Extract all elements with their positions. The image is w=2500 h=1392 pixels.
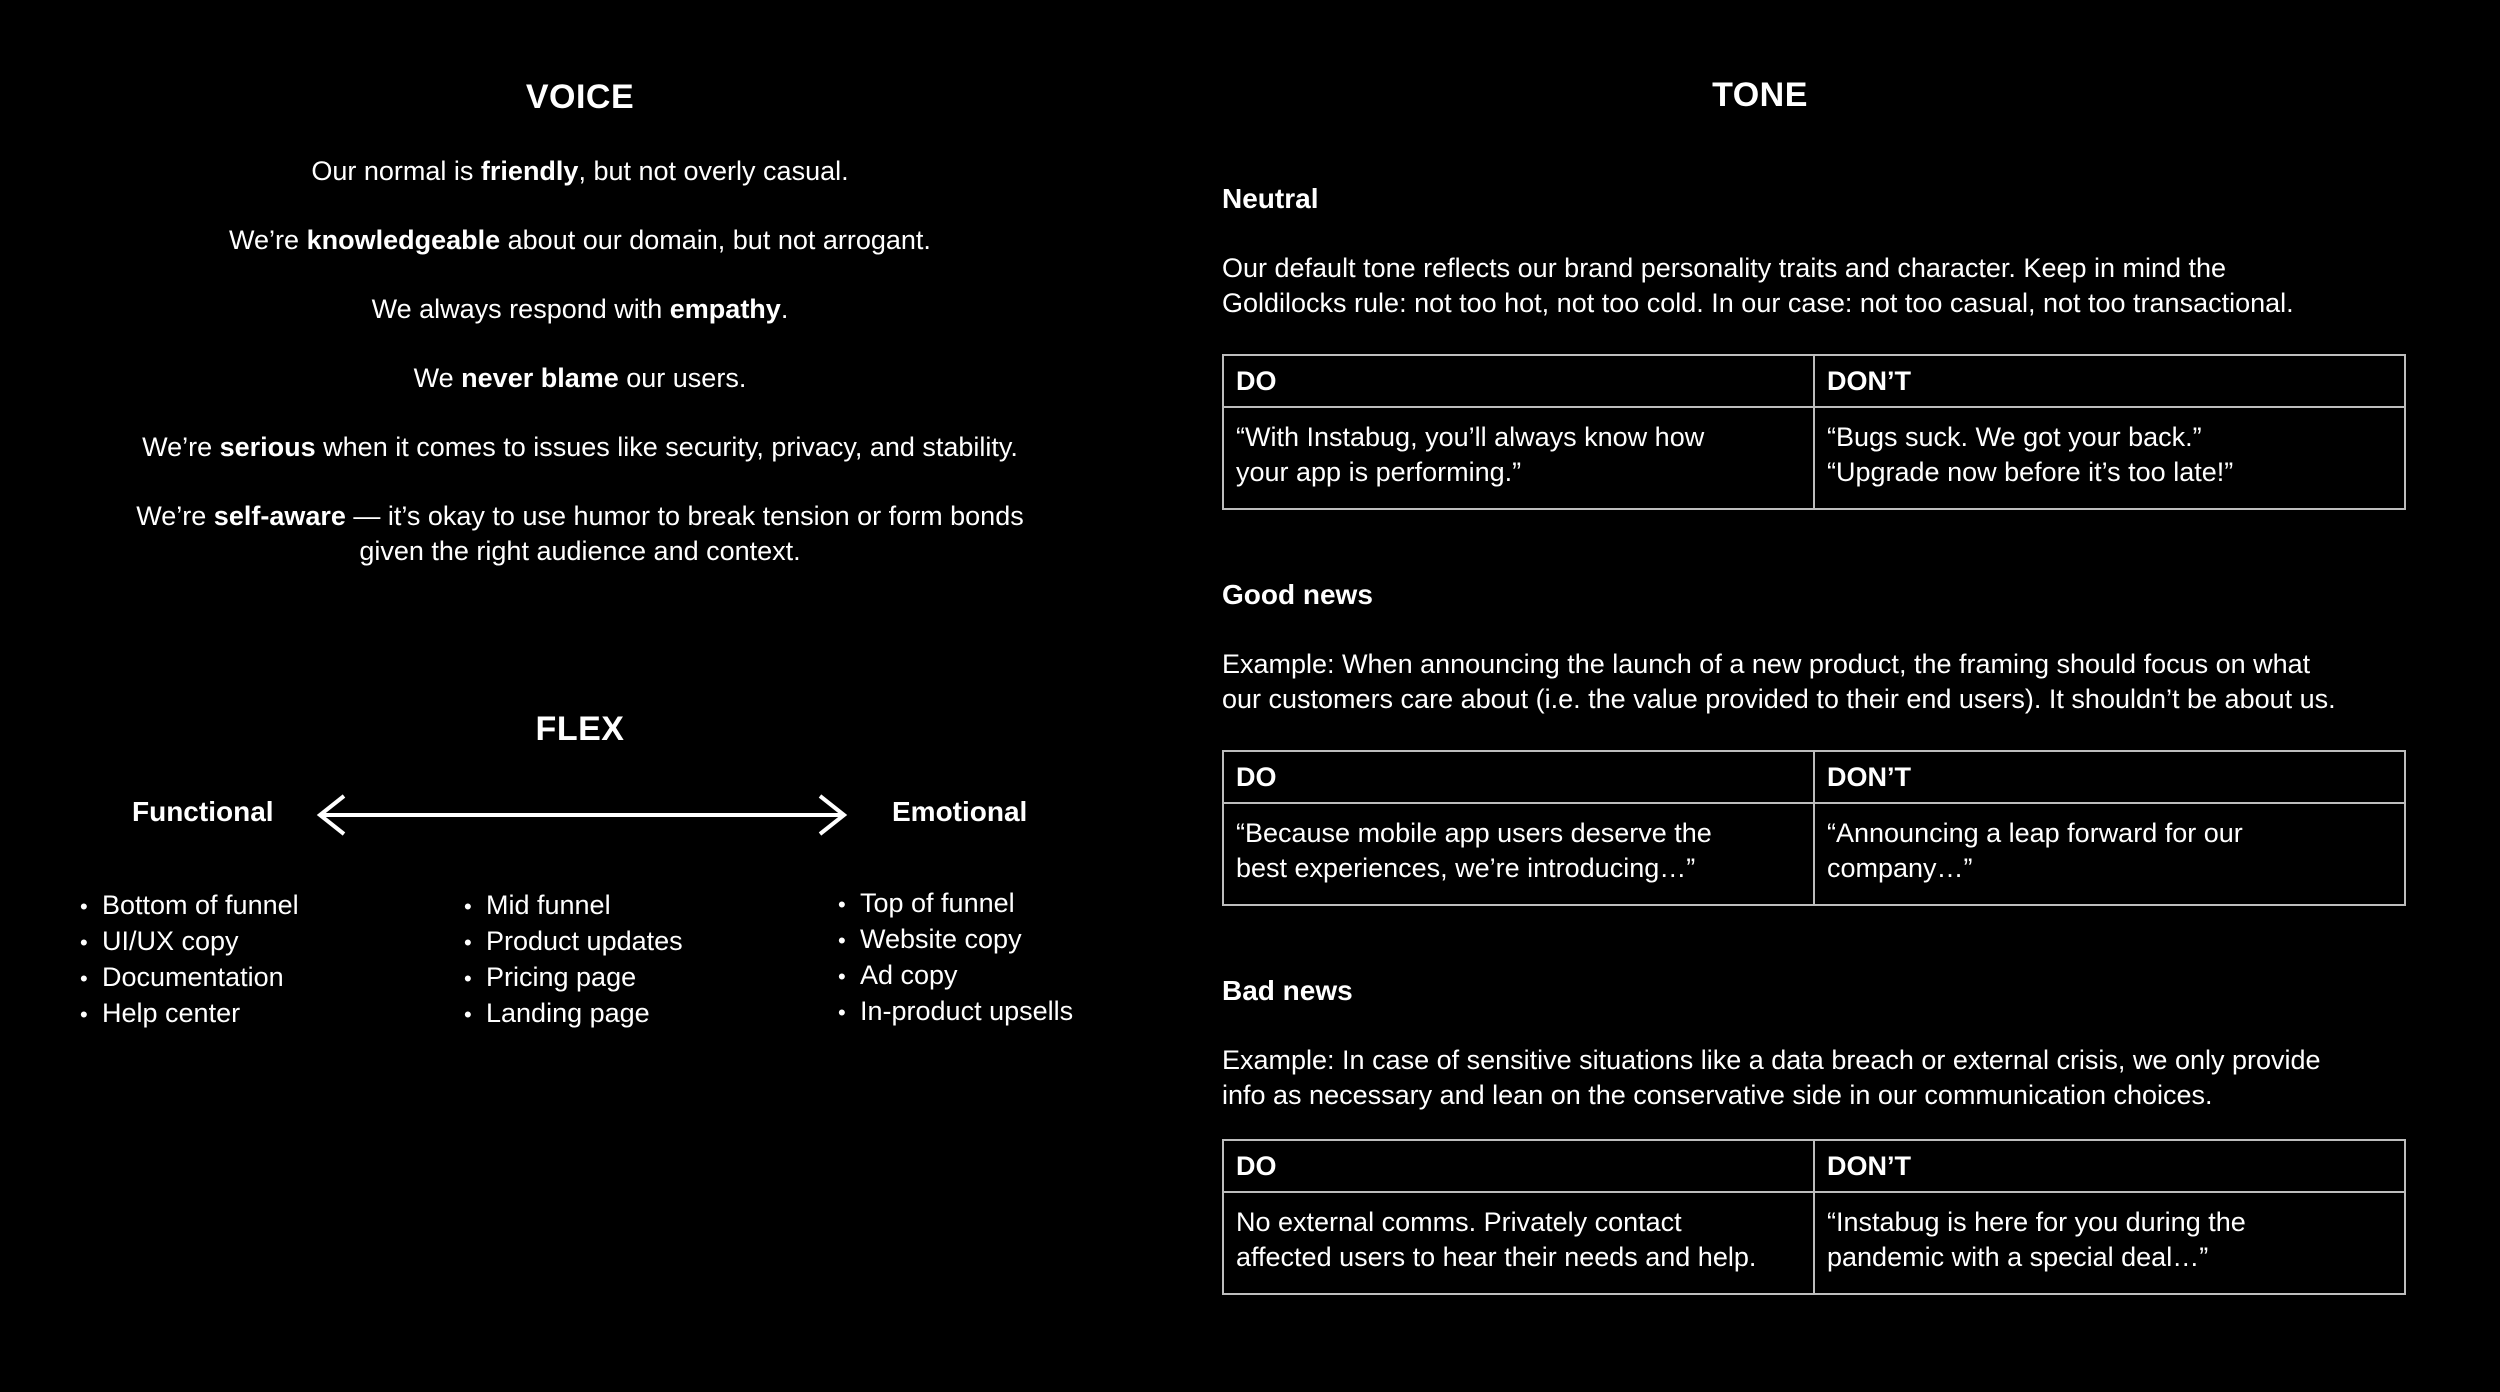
do-example: “Because mobile app users deserve the best experiences, we’re introducing…”: [1223, 803, 1814, 905]
dont-header: DON’T: [1814, 1140, 2405, 1192]
do-example: “With Instabug, you’ll always know how your app is performing.”: [1223, 407, 1814, 509]
flex-heading: FLEX: [535, 710, 625, 748]
tone-section-description: Example: When announcing the launch of a new product, the framing should focus on what our customers care about (i.e. the value provided to their end users). It shouldn’t be about us.: [1222, 649, 2336, 714]
tone-section-description: Example: In case of sensitive situations like a data breach or external crisis, we only provide info as necessary and lean on the conservative side in our communication choices.: [1222, 1045, 2321, 1110]
flex-functional-list: [80, 888, 299, 1032]
list-item: • Landing page: [464, 996, 683, 1032]
voice-heading: VOICE: [525, 78, 635, 116]
voice-statement: We always respond with empathy.: [371, 294, 789, 324]
list-item: • Help center: [80, 996, 299, 1032]
list-item: • UI/UX copy: [80, 924, 299, 960]
do-dont-table: [1222, 750, 2406, 906]
dont-example: “Announcing a leap forward for our company…”: [1814, 803, 2405, 905]
dont-header: DON’T: [1814, 751, 2405, 803]
do-dont-table: [1222, 354, 2406, 510]
do-header: DO: [1223, 751, 1814, 803]
tone-heading: TONE: [1712, 76, 1808, 114]
list-item: • Ad copy: [838, 958, 1073, 994]
do-dont-table: [1222, 1139, 2406, 1295]
list-item: • Website copy: [838, 922, 1073, 958]
double-arrow-icon: [312, 790, 852, 840]
dont-example: “Bugs suck. We got your back.” “Upgrade now before it’s too late!”: [1814, 407, 2405, 509]
list-item: • Bottom of funnel: [80, 888, 299, 924]
tone-section-title: Bad news: [1222, 975, 1353, 1006]
tone-section-description: Our default tone reflects our brand personality traits and character. Keep in mind the Goldilocks rule: not too hot, not too cold. In our case: not too casual, not too transactional.: [1222, 253, 2294, 318]
dont-example: “Instabug is here for you during the pandemic with a special deal…”: [1814, 1192, 2405, 1294]
list-item: • Mid funnel: [464, 888, 683, 924]
dont-header: DON’T: [1814, 355, 2405, 407]
flex-emotional-list: [838, 886, 1073, 1030]
list-item: • In-product upsells: [838, 994, 1073, 1030]
do-header: DO: [1223, 355, 1814, 407]
flex-left-label: Functional: [132, 796, 274, 827]
voice-statement: We’re self-aware — it’s okay to use humor to break tension or form bonds given the right audience and context.: [136, 501, 1024, 566]
tone-section-title: Good news: [1222, 579, 1373, 610]
flex-right-label: Emotional: [892, 796, 1028, 827]
voice-statement: We never blame our users.: [413, 363, 747, 393]
do-example: No external comms. Privately contact affected users to hear their needs and help.: [1223, 1192, 1814, 1294]
list-item: • Pricing page: [464, 960, 683, 996]
voice-statement: We’re serious when it comes to issues like security, privacy, and stability.: [142, 432, 1018, 462]
flex-middle-list: [464, 888, 683, 1032]
list-item: • Product updates: [464, 924, 683, 960]
do-header: DO: [1223, 1140, 1814, 1192]
tone-section-title: Neutral: [1222, 183, 1319, 214]
voice-statement: We’re knowledgeable about our domain, but not arrogant.: [229, 225, 931, 255]
list-item: • Top of funnel: [838, 886, 1073, 922]
list-item: • Documentation: [80, 960, 299, 996]
voice-statement: Our normal is friendly, but not overly casual.: [311, 156, 849, 186]
voice-statement-list: [40, 154, 1120, 603]
